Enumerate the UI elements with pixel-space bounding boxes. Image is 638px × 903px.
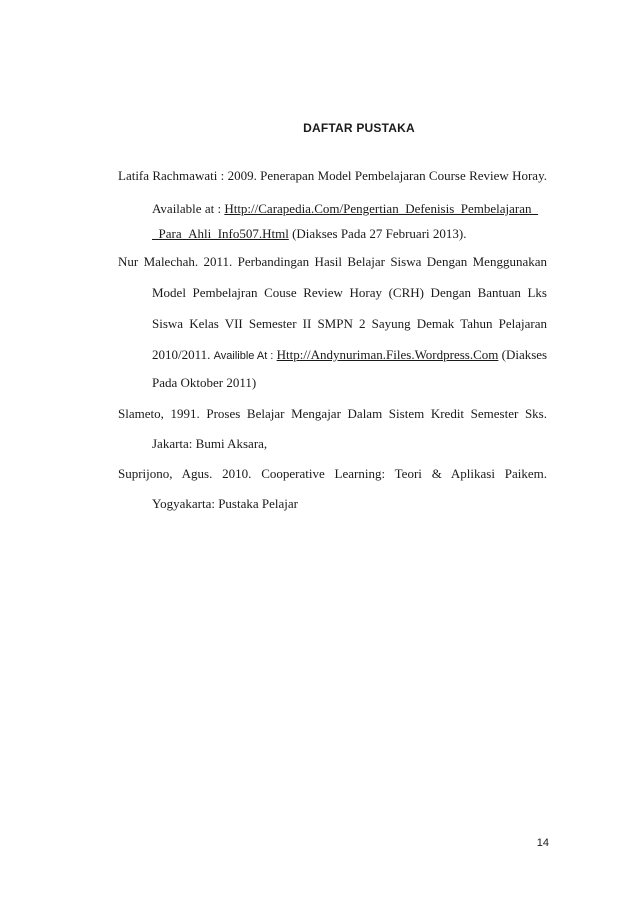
reference-2-link[interactable]: Http://Andynuriman.Files.Wordpress.Com xyxy=(276,347,499,362)
page-number: 14 xyxy=(536,837,549,849)
reference-1-accessed: (Diakses Pada 27 Februari 2013). xyxy=(292,226,467,241)
reference-2-line-5: Pada Oktober 2011) xyxy=(152,375,257,390)
reference-2-line-3: Siswa Kelas VII Semester II SMPN 2 Sayung Demak Tahun Pelajaran xyxy=(152,316,547,331)
reference-1-available-label: Available at : xyxy=(152,201,225,216)
page-title xyxy=(0,121,638,135)
reference-2-available-label: Availible At : xyxy=(213,350,274,362)
reference-3-line-1: Slameto, 1991. Proses Belajar Mengajar Dalam Sistem Kredit Semester Sks. xyxy=(118,406,547,421)
reference-1-link-part-2[interactable]: _Para_Ahli_Info507.Html xyxy=(152,226,289,241)
page-title-text: DAFTAR PUSTAKA xyxy=(303,121,415,135)
reference-4-line-2: Yogyakarta: Pustaka Pelajar xyxy=(152,496,298,511)
reference-2-year-range: 2010/2011. xyxy=(152,347,211,362)
reference-1-link-part-1[interactable]: Http://Carapedia.Com/Pengertian_Defenisis_Pembelajaran_ xyxy=(224,201,539,216)
reference-1-line-1: Latifa Rachmawati : 2009. Penerapan Model Pembelajaran Course Review Horay. xyxy=(118,168,547,183)
reference-2-line-2: Model Pembelajran Couse Review Horay (CRH) Dengan Bantuan Lks xyxy=(152,285,547,300)
reference-1-line-2 xyxy=(152,201,547,217)
reference-2-line-1: Nur Malechah. 2011. Perbandingan Hasil Belajar Siswa Dengan Menggunakan xyxy=(118,254,547,269)
reference-2-accessed: (Diakses xyxy=(501,347,547,362)
reference-2-line-4 xyxy=(152,347,547,364)
reference-4-line-1: Suprijono, Agus. 2010. Cooperative Learning: Teori & Aplikasi Paikem. xyxy=(118,466,547,481)
reference-1-line-3 xyxy=(152,226,547,242)
reference-3-line-2: Jakarta: Bumi Aksara, xyxy=(152,436,268,451)
